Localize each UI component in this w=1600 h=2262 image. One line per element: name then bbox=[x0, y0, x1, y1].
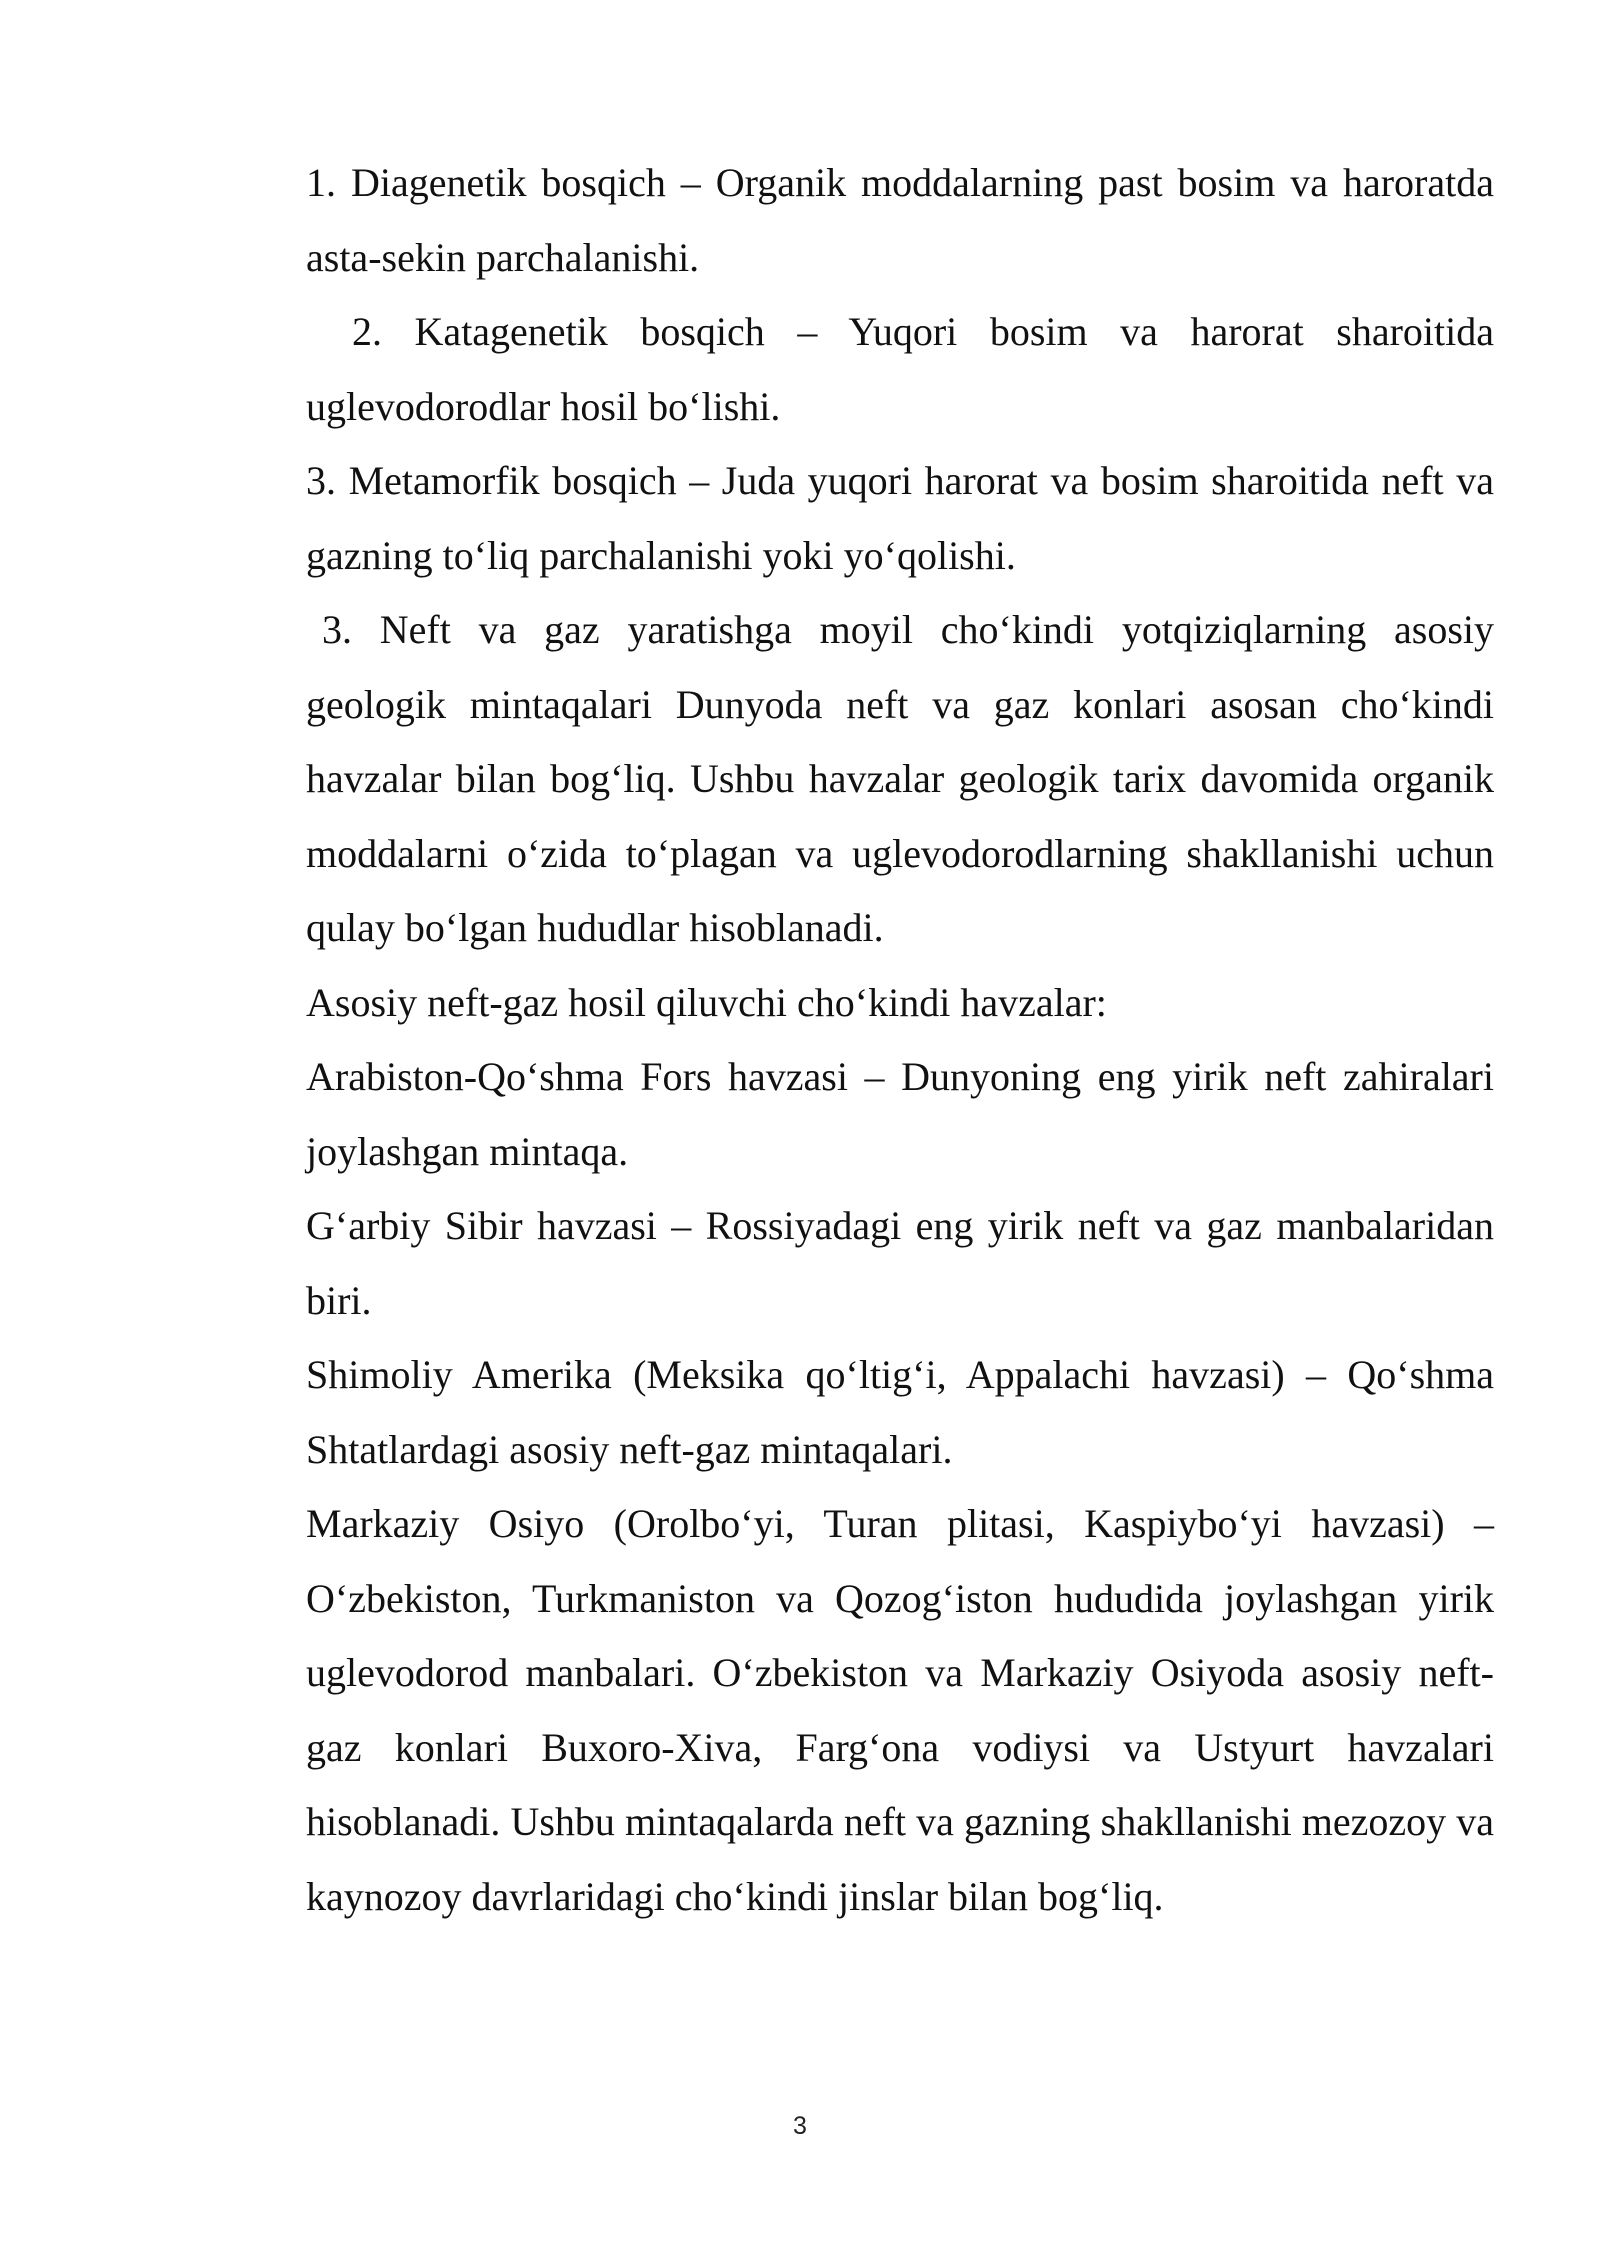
paragraph-geologic-regions: 3. Neft va gaz yaratishga moyil cho‘kindi yotqiziqlarning asosiy geologik mintaqalari Dunyoda neft va gaz konlari asosan cho‘kindi havzalar bilan bog‘liq. Ushbu havzalar geologik tarix davomida organik moddalarni o‘zida to‘plagan va uglevodorodlarning shakllanishi uchun qulay bo‘lgan hududlar hisoblanadi. bbox=[306, 607, 1494, 950]
paragraph-stage-metamorphic: 3. Metamorfik bosqich – Juda yuqori harorat va bosim sharoitida neft va gazning to‘liq parchalanishi yoki yo‘qolishi. bbox=[306, 458, 1494, 578]
page-body bbox=[306, 146, 1494, 1934]
paragraph-stage-catagenetic: 2. Katagenetik bosqich – Yuqori bosim va harorat sharoitida uglevodorodlar hosil bo‘lishi. bbox=[306, 309, 1494, 429]
paragraph-north-america: Shimoliy Amerika (Meksika qo‘ltig‘i, Appalachi havzasi) – Qo‘shma Shtatlardagi asosiy neft-gaz mintaqalari. bbox=[306, 1352, 1494, 1472]
paragraph-stage-diagenetic: 1. Diagenetik bosqich – Organik moddalarning past bosim va haroratda asta-sekin parchalanishi. bbox=[306, 160, 1494, 280]
page-number: 3 bbox=[793, 2112, 807, 2140]
paragraph-central-asia: Markaziy Osiyo (Orolbo‘yi, Turan plitasi, Kaspiybo‘yi havzasi) – O‘zbekiston, Turkmaniston va Qozog‘iston hududida joylashgan yirik uglevodorod manbalari. O‘zbekiston va Markaziy Osiyoda asosiy neft-gaz konlari Buxoro-Xiva, Farg‘ona vodiysi va Ustyurt havzalari hisoblanadi. Ushbu mintaqalarda neft va gazning shakllanishi mezozoy va kaynozoy davrlaridagi cho‘kindi jinslar bilan bog‘liq. bbox=[306, 1501, 1494, 1919]
paragraph-west-siberia-basin: G‘arbiy Sibir havzasi – Rossiyadagi eng yirik neft va gaz manbalaridan biri. bbox=[306, 1203, 1494, 1323]
paragraph-basins-heading: Asosiy neft-gaz hosil qiluvchi cho‘kindi havzalar: bbox=[306, 979, 1107, 1025]
paragraph-arabian-basin: Arabiston-Qo‘shma Fors havzasi – Dunyoning eng yirik neft zahiralari joylashgan mintaqa. bbox=[306, 1054, 1494, 1174]
